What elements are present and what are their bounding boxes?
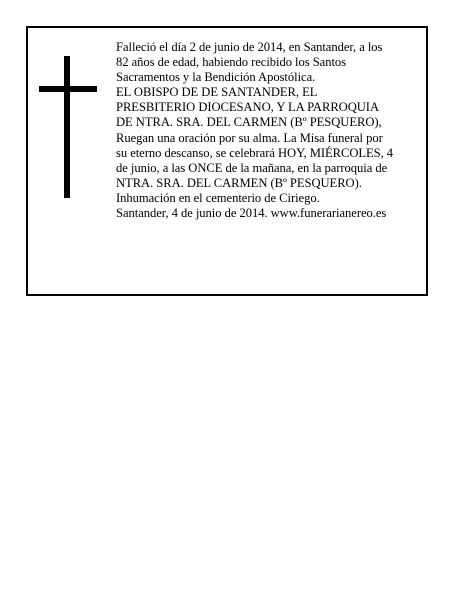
notice-line: NTRA. SRA. DEL CARMEN (Bº PESQUERO).: [116, 175, 362, 190]
notice-line: Sacramentos y la Bendición Apostólica.: [116, 70, 316, 85]
notice-line: 82 años de edad, habiendo recibido los Santos: [116, 55, 346, 70]
notice-text: [116, 40, 416, 221]
notice-line: Ruegan una oración por su alma. La Misa funeral por: [116, 130, 383, 145]
obituary-notice: [26, 26, 428, 296]
cross-icon: [39, 56, 97, 198]
notice-line: DE NTRA. SRA. DEL CARMEN (Bº PESQUERO),: [116, 115, 382, 130]
notice-line: Santander, 4 de junio de 2014. www.funerarianereo.es: [116, 206, 387, 221]
notice-line: de junio, a las ONCE de la mañana, en la parroquia de: [116, 160, 388, 175]
notice-line: EL OBISPO DE DE SANTANDER, EL: [116, 85, 318, 100]
notice-line: Falleció el día 2 de junio de 2014, en Santander, a los: [116, 40, 383, 54]
notice-line: su eterno descanso, se celebrará HOY, MIÉRCOLES, 4: [116, 145, 394, 160]
notice-line: Inhumación en el cementerio de Ciriego.: [116, 190, 320, 205]
notice-line: PRESBITERIO DIOCESANO, Y LA PARROQUIA: [116, 100, 379, 115]
